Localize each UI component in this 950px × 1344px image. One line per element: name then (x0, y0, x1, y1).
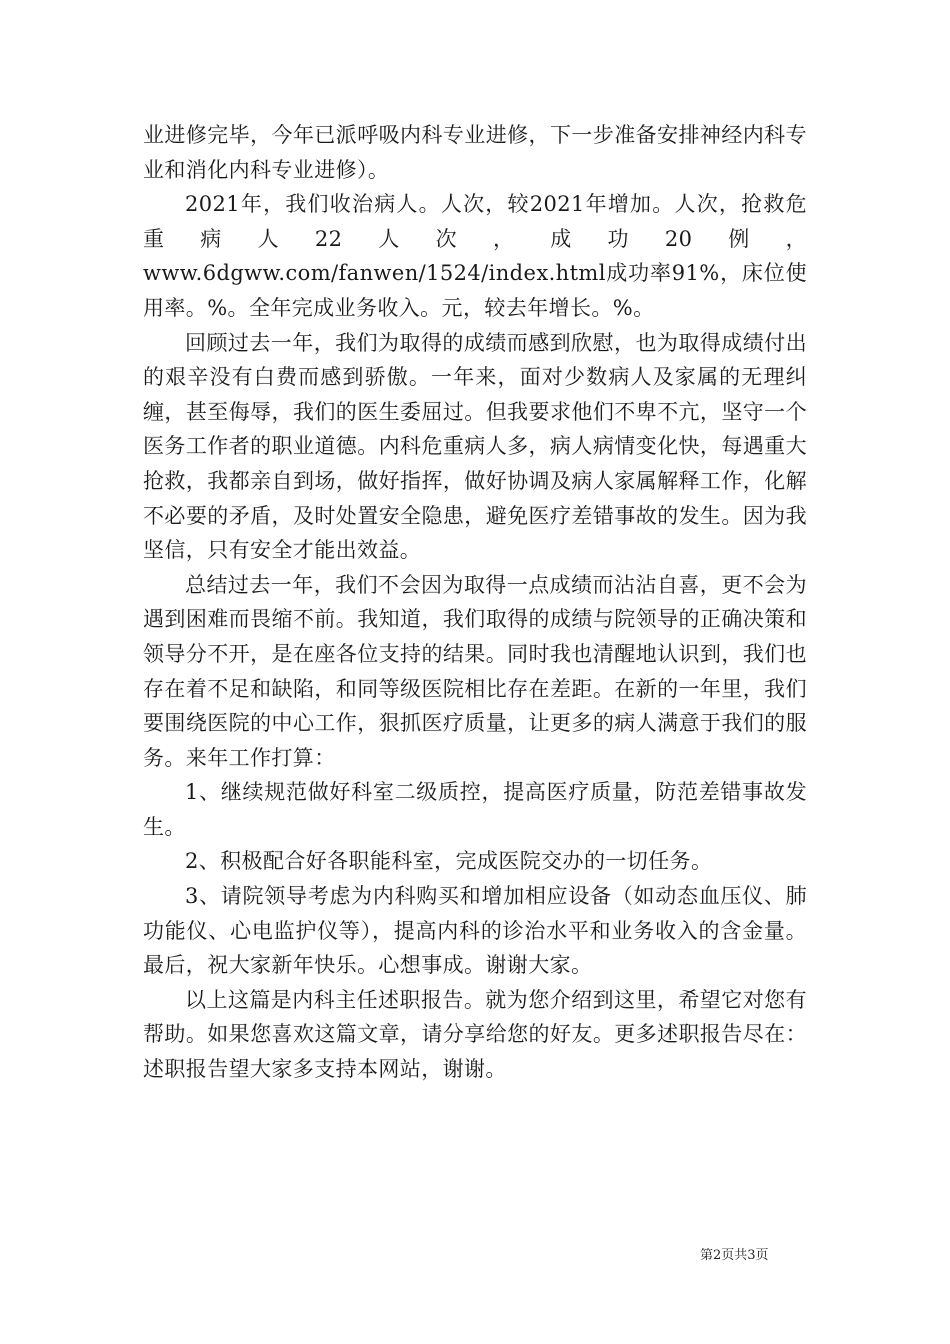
document-body (143, 118, 807, 1087)
paragraph-statistics: 2021年，我们收治病人。人次，较2021年增加。人次，抢救危重病人22人次，成功20例，www.6dgww.com/fanwen/1524/index.html成功率91%，床位使用率。%。全年完成业务收入。元，较去年增长。%。 (143, 192, 807, 320)
plan-item-1: 1、继续规范做好科室二级质控，提高医疗质量，防范差错事故发生。 (143, 780, 807, 839)
plan-item-2: 2、积极配合好各职能科室，完成医院交办的一切任务。 (185, 849, 713, 874)
paragraph-closing: 以上这篇是内科主任述职报告。就为您介绍到这里，希望它对您有帮助。如果您喜欢这篇文章，请分享给您的好友。更多述职报告尽在：述职报告望大家多支持本网站，谢谢。 (143, 987, 807, 1082)
paragraph-review: 回顾过去一年，我们为取得的成绩而感到欣慰，也为取得成绩付出的艰辛没有白费而感到骄傲。一年来，面对少数病人及家属的无理纠缠，甚至侮辱，我们的医生委屈过。但我要求他们不卑不亢，坚守一个医务工作者的职业道德。内科危重病人多，病人病情变化快，每遇重大抢救，我都亲自到场，做好指挥，做好协调及病人家属解释工作，化解不必要的矛盾，及时处置安全隐患，避免医疗差错事故的发生。因为我坚信，只有安全才能出效益。 (143, 330, 807, 563)
paragraph-continuation: 业进修完毕，今年已派呼吸内科专业进修，下一步准备安排神经内科专业和消化内科专业进修）。 (143, 123, 807, 182)
paragraph-summary: 总结过去一年，我们不会因为取得一点成绩而沾沾自喜，更不会为遇到困难而畏缩不前。我知道，我们取得的成绩与院领导的正确决策和领导分不开，是在座各位支持的结果。同时我也清醒地认识到，我们也存在着不足和缺陷，和同等级医院相比存在差距。在新的一年里，我们要围绕医院的中心工作，狠抓医疗质量，让更多的病人满意于我们的服务。来年工作打算： (143, 572, 807, 770)
plan-item-3: 3、请院领导考虑为内科购买和增加相应设备（如动态血压仪、肺功能仪、心电监护仪等），提高内科的诊治水平和业务收入的含金量。最后，祝大家新年快乐。心想事成。谢谢大家。 (143, 884, 807, 978)
page-number: 第2页共3页 (700, 1248, 769, 1263)
